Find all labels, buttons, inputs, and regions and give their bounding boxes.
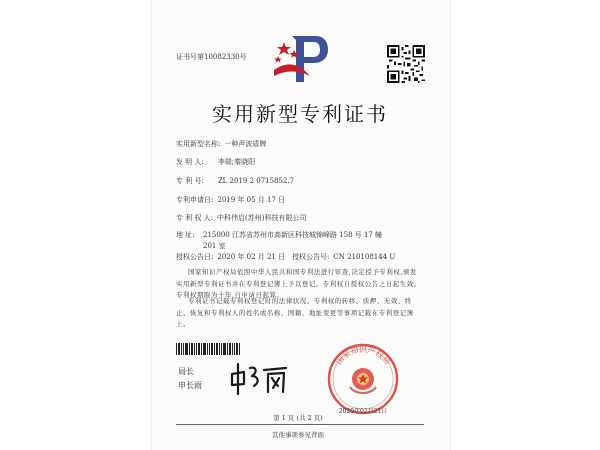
field-label: 发 明 人: [176, 158, 204, 166]
field-label: 专利申请日: [176, 196, 214, 204]
patent-office-logo [270, 30, 332, 88]
field-label: 授权公告日: [176, 253, 214, 261]
field-address-label [176, 230, 195, 240]
field-value: ZL 2019 2 0715852.7 [217, 177, 295, 185]
barcode [176, 343, 240, 355]
seal-text: 国家知识产权局 [334, 345, 392, 367]
director-name: 申长雨 [178, 381, 202, 390]
footer-divider [176, 424, 424, 425]
field-value: 2019 年 05 月 17 日 [217, 196, 286, 204]
field-value: 李瑞;秦晓阳 [217, 158, 256, 166]
field-grant-date [176, 252, 285, 262]
field-label: 授权公告号: [292, 253, 330, 261]
field-label: 地 址: [176, 231, 195, 239]
field-utility-model-name [176, 139, 266, 149]
svg-text:国家知识产权局 [334, 344, 392, 366]
field-value: 2020 年 02 月 21 日 [217, 253, 286, 261]
seal-date: 2020年02月21日 [338, 408, 388, 415]
field-label: 专 利 权 人: [176, 214, 214, 222]
certificate-number: 证书号第10082330号 [176, 53, 247, 61]
qr-code [387, 45, 425, 83]
field-value: 一种声波盾牌 [224, 140, 267, 148]
official-seal [326, 342, 400, 416]
field-patent-number [176, 176, 294, 186]
director-signature [228, 360, 290, 396]
field-value: 中科伟启(苏州)科技有限公司 [217, 214, 307, 222]
field-value: CN 210108144 U [333, 253, 396, 261]
field-announcement-number [292, 252, 395, 262]
page-number: 第 1 页 (共 2 页) [273, 414, 323, 422]
field-label: 专 利 号: [176, 177, 204, 185]
director-title: 局长 [178, 367, 194, 376]
field-inventor [176, 157, 255, 167]
field-filing-date [176, 195, 285, 205]
grant-statement: 国家知识产权局依照中华人民共和国专利法进行审查,决定授予专利权,颁发实用新型专利证书并在专利登记簿上予以登记。专利权自授权公告之日起生效。专利权期限为十年,自申请日起算。 [176, 268, 421, 300]
legal-status-statement: 专利证书记载专利权登记时的法律状况。专利权的转移、质押、无效、终止、恢复和专利权人的姓名或名称、国籍、地址变更等事项记载在专利登记簿上。 [176, 297, 414, 329]
certificate-title: 实用新型专利证书 [212, 102, 388, 126]
footer-note: 其他事项参见背面 [272, 431, 324, 439]
field-patentee [176, 213, 307, 223]
field-label: 实用新型名称: [176, 140, 221, 148]
field-address-value: 215000 江苏省苏州市高新区科技城锦峰路 158 号 17 幢 201 室 [203, 231, 383, 250]
